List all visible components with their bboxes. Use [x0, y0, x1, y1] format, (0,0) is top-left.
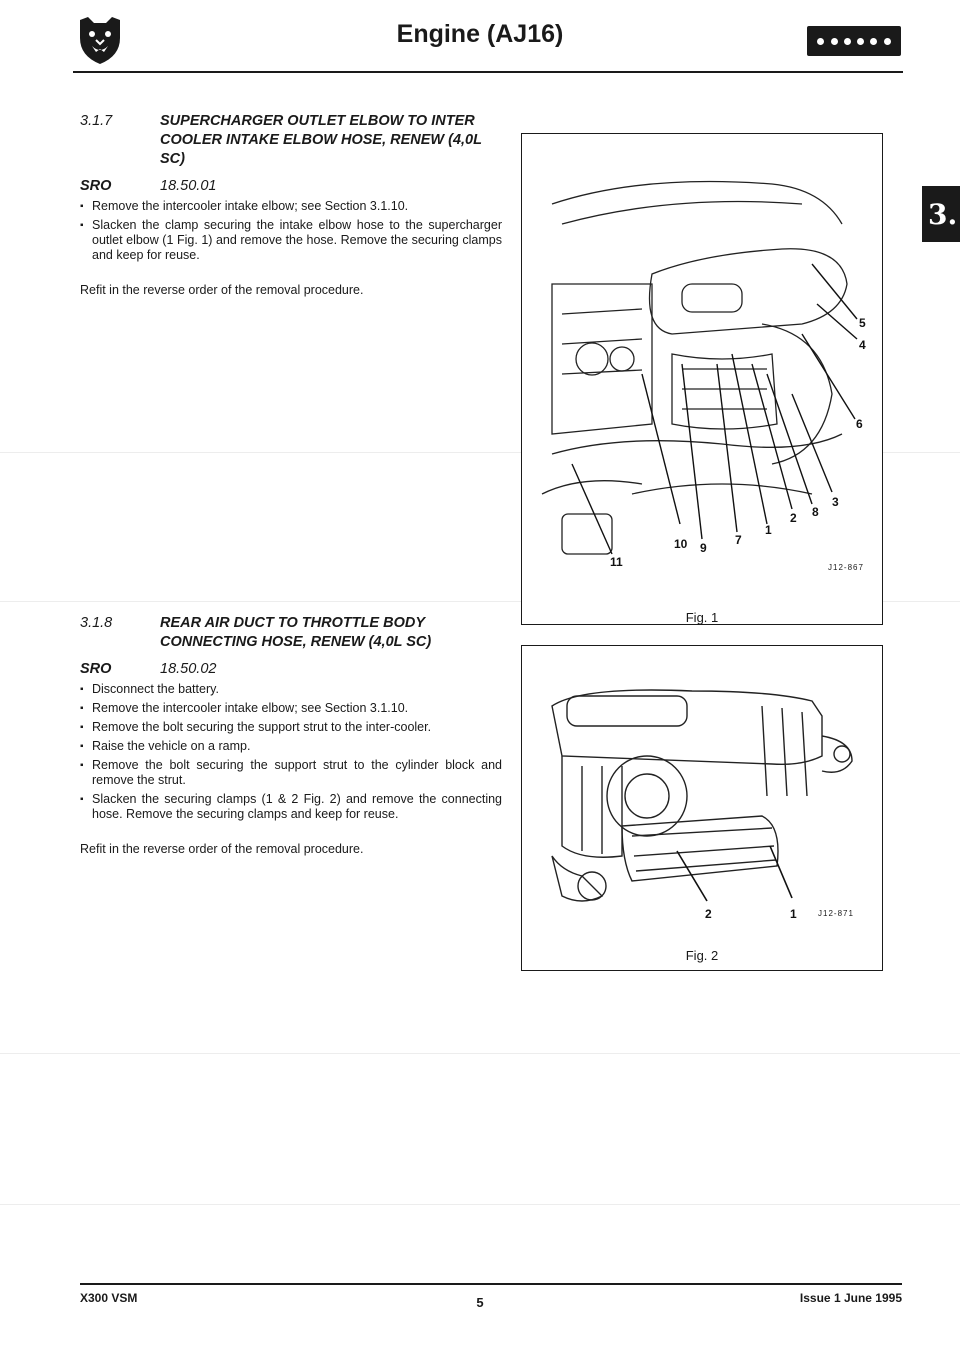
list-item: ▪ Slacken the securing clamps (1 & 2 Fig. 2) and remove the connecting hose. Remove the securing clamps and keep for reuse. — [80, 792, 502, 822]
callout-label: 11 — [610, 555, 623, 569]
list-item: ▪ Remove the bolt securing the support strut to the cylinder block and remove the strut. — [80, 758, 502, 788]
footer-rule — [80, 1283, 902, 1285]
intercooler-hose-illustration — [522, 646, 882, 946]
page-title: Engine (AJ16) — [396, 20, 564, 48]
callout-label: 1 — [790, 907, 797, 921]
list-item: ▪ Raise the vehicle on a ramp. — [80, 739, 502, 754]
section-3-1-8 — [80, 614, 502, 857]
section-title: SUPERCHARGER OUTLET ELBOW TO INTER COOLER INTAKE ELBOW HOSE, RENEW (4,0L SC) — [160, 113, 482, 167]
sro-line — [80, 178, 502, 194]
list-item: ▪ Disconnect the battery. — [80, 682, 502, 697]
footer-issue-date: Issue 1 June 1995 — [799, 1291, 902, 1305]
section-indicator-dots-icon — [807, 26, 901, 56]
list-item: ▪ Remove the intercooler intake elbow; see Section 3.1.10. — [80, 199, 502, 214]
figure-1 — [521, 133, 883, 625]
step-list — [80, 199, 502, 263]
sro-label: SRO — [80, 661, 112, 677]
section-number: 3.1.8 — [80, 615, 113, 631]
figure-reference: J12-867 — [828, 563, 864, 572]
sro-label: SRO — [80, 178, 112, 194]
callout-label: 4 — [859, 338, 866, 352]
sro-value: 18.50.01 — [160, 178, 217, 194]
section-3-1-7 — [80, 112, 502, 298]
section-title: REAR AIR DUCT TO THROTTLE BODY CONNECTING HOSE, RENEW (4,0L SC) — [160, 615, 432, 650]
callout-label: 2 — [705, 907, 712, 921]
section-heading — [80, 614, 502, 652]
callout-label: 7 — [735, 533, 742, 547]
figure-reference: J12-871 — [818, 909, 854, 918]
scan-line — [0, 1204, 960, 1205]
scan-line — [0, 1053, 960, 1054]
refit-note: Refit in the reverse order of the removal procedure. — [80, 842, 364, 856]
section-tab: 3.1 — [922, 186, 960, 242]
figure-caption: Fig. 1 — [685, 610, 719, 625]
refit-note: Refit in the reverse order of the removal procedure. — [80, 283, 364, 297]
step-list — [80, 682, 502, 822]
section-heading — [80, 112, 502, 169]
callout-label: 3 — [832, 495, 839, 509]
callout-label: 8 — [812, 505, 819, 519]
callout-label: 2 — [790, 511, 797, 525]
callout-label: 10 — [674, 537, 688, 551]
callout-label: 9 — [700, 541, 707, 555]
callout-label: 6 — [856, 417, 863, 431]
footer-manual-id: X300 VSM — [80, 1291, 138, 1305]
page-number: 5 — [476, 1295, 484, 1310]
sro-line — [80, 661, 502, 677]
header-rule — [73, 71, 903, 73]
callout-label: 5 — [859, 316, 866, 330]
sro-value: 18.50.02 — [160, 661, 217, 677]
list-item: ▪ Slacken the clamp securing the intake elbow hose to the supercharger outlet elbow (1 Fig. 1) and remove the hose. Remove the securing clamps and keep for reuse. — [80, 218, 502, 263]
figure-caption: Fig. 2 — [685, 948, 719, 963]
list-item: ▪ Remove the bolt securing the support strut to the inter-cooler. — [80, 720, 502, 735]
list-item: ▪ Remove the intercooler intake elbow; see Section 3.1.10. — [80, 701, 502, 716]
engine-bay-illustration — [522, 134, 882, 604]
section-number: 3.1.7 — [80, 113, 113, 129]
figure-2 — [521, 645, 883, 971]
callout-label: 1 — [765, 523, 772, 537]
